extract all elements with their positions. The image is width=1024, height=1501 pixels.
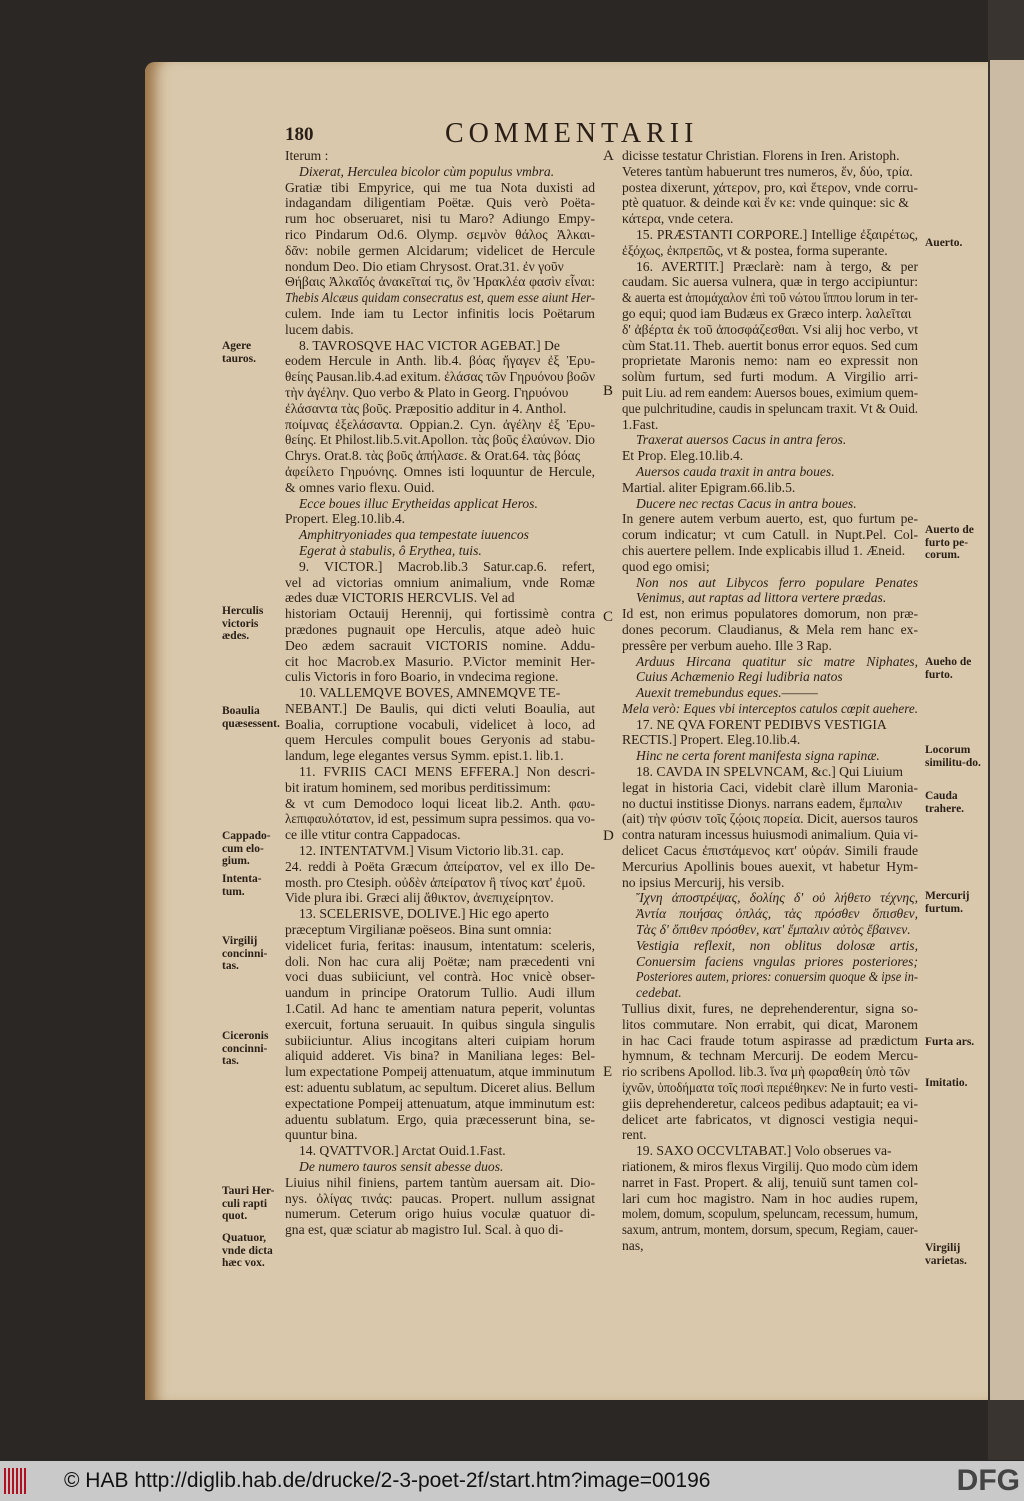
text-line: go equi; quod iam Budæus ex Græco interp. λαλεῖται	[622, 305, 912, 321]
text-line: & omnes vario flexu. Ouid.	[285, 479, 435, 495]
text-line: Auersos cauda traxit in antra boues.	[636, 463, 835, 479]
text-line: Egerat à stabulis, ô Erythea, tuis.	[299, 542, 482, 558]
text-line: landum, lege elegantes versus Symm. epist.1. lib.1.	[285, 748, 564, 764]
text-line: Et Prop. Eleg.10.lib.4.	[622, 448, 744, 464]
text-line: 16. AVERTIT.] Præclarè: nam à tergo, & per	[636, 258, 918, 274]
text-line: puit Liu. ad rem eandem: Auersos boues, eximium quem-	[622, 384, 918, 400]
text-line: que pulchritudine, caudis in speluncam traxit. Vt & Ouid.	[622, 400, 918, 416]
text-line: lum expectatione Pompeij attenuatum, atque imminutum	[285, 1064, 595, 1080]
text-line: rio scribens Apollod. lib.3. ἵνα μὴ φωραθείη ὑπὸ τῶν	[622, 1064, 910, 1080]
text-line: bit iratum hominem, sed moribus perditissimum:	[285, 779, 551, 795]
text-line: Boalia, corruptione vocabuli, videlicet à loco, ad	[285, 716, 595, 732]
text-line: no ipsius Mercurij, his versib.	[622, 874, 785, 890]
footer-copyright-link[interactable]: © HAB http://diglib.hab.de/drucke/2-3-poet-2f/start.htm?image=00196	[64, 1469, 711, 1492]
text-line: 10. VALLEMQVE BOVES, AMNEMQVE TE-	[299, 685, 561, 701]
text-line: delicet arte fabricatos, vt dignosci vestigia nequi-	[622, 1111, 918, 1127]
left-margin-note: Intenta-tum.	[222, 873, 262, 898]
text-line: 14. QVATTVOR.] Arctat Ouid.1.Fast.	[299, 1143, 506, 1159]
text-line: chis auertere pellem. Inde explicabis illud 1. Æneid.	[622, 542, 906, 558]
right-margin-note: Virgilij varietas.	[925, 1242, 967, 1267]
text-line: rico Pindarum Od.6. Olymp. σεμνὸν θάλος Ἀλκαι-	[285, 226, 595, 242]
text-line: rum hoc obseruaret, nisi tu Maro? Adiungo Empy-	[285, 211, 595, 227]
text-line: κάτερα, vnde cetera.	[622, 211, 734, 227]
text-line: Iterum :	[285, 148, 329, 163]
text-line: Amphitryoniades qua tempestate iuuencos	[299, 527, 529, 543]
text-line: cit hoc Macrob.ex Masurio. P.Victor meminit Her-	[285, 653, 595, 669]
text-line: Mela verò: Eques vbi interceptos catulos cœpit auehere.	[622, 700, 918, 716]
text-line: caudam. Sic auersa vulnera, quæ in tergo accipiuntur:	[622, 274, 918, 290]
text-line: litos commutare. Non errabit, qui dicat, Maronem	[622, 1016, 918, 1032]
text-line: quem Hercules compulit boues Geryonis ad stabu-	[285, 732, 595, 748]
text-line: Traxerat auersos Cacus in antra feros.	[636, 432, 847, 448]
left-margin-note: Herculis victoris ædes.	[222, 605, 264, 642]
text-line: indagandam diligentiam Poëtæ. Quis verò Poëta-	[285, 195, 595, 211]
text-line: 11. FVRIIS CACI MENS EFFERA.] Non descri-	[299, 764, 595, 780]
section-letter: B	[603, 383, 614, 399]
text-line: Thebis Alcæus quidam consecratus est, quem esse aiunt Her-	[285, 290, 595, 306]
left-margin-note: Agere tauros.	[222, 340, 256, 365]
section-letter: E	[603, 1064, 613, 1080]
text-line: Venimus, aut raptas ad littora vertere prædas.	[636, 590, 887, 606]
text-line: Τὰς δ' ὄπιθεν πρόσθεν, κατ' ἔμπαλιν αὐτὸς ἔβαινεν.	[636, 922, 911, 938]
text-line: 19. SAXO OCCVLTABAT.] Volo obserues va-	[636, 1143, 892, 1159]
left-margin-note: Ciceronis concinni-tas.	[222, 1030, 269, 1067]
text-line: Ecce boues illuc Erytheidas applicat Heros.	[299, 495, 538, 511]
text-line: quod ego omisi;	[622, 558, 710, 574]
next-page-edge	[990, 60, 1024, 1400]
left-margin-note: Boaulia quæsessent.	[222, 705, 280, 730]
text-line: ἰχνῶν, ὑποδήματα τοῖς ποσὶ περιέθηκεν: Ne in furto vesti-	[622, 1080, 918, 1096]
text-line: culis Victoris in foro Boario, in vndecima regione.	[285, 669, 559, 685]
right-margin-note: Furta ars.	[925, 1036, 975, 1048]
text-line: rent.	[622, 1127, 647, 1143]
text-line: Id est, non erimus populatores domorum, non præ-	[622, 606, 918, 622]
text-line: contra naturam incessus huiusmodi animalium. Quia vi-	[622, 827, 918, 843]
text-line: prædones pugnauit ope Herculis, atque adeò huic	[285, 621, 595, 637]
text-line: 15. PRÆSTANTI CORPORE.] Intellige ἐξαιρέτως,	[636, 226, 918, 242]
text-line: 12. INTENTATVM.] Visum Victorio lib.31. cap.	[299, 843, 564, 859]
text-line: Cuius Achæmenio Regi ludibria natos	[636, 669, 843, 685]
text-line: & vt cum Demodoco loqui liceat lib.2. Anth. φαυ-	[285, 795, 595, 811]
text-line: pressêre per verbum aueho. Ille 3 Rap.	[622, 637, 832, 653]
right-margin-note: Aueho de furto.	[925, 656, 972, 681]
text-line: ce ille vtitur contra Cappadocas.	[285, 827, 461, 843]
text-line: videlicet furia, feritas: inausum, intentatum: sceleris,	[285, 937, 595, 953]
text-line: δ' ἀβέρτα ἐκ τοῦ ἀποσφάζεσθαι. Vsi alij hoc verbo, vt	[622, 321, 918, 337]
text-line: giis deprehenderetur, calceos pedibus adaptauit; ea vi-	[622, 1095, 918, 1111]
left-margin-note: Quatuor, vnde dicta hæc vox.	[222, 1232, 273, 1269]
section-letter: C	[603, 609, 614, 625]
text-line: lucem dabis.	[285, 321, 354, 337]
text-line: Dixerat, Herculea bicolor cùm populus vmbra.	[299, 163, 555, 179]
text-line: Conuersim faciens vngulas priores posteriores;	[636, 953, 918, 969]
right-margin-note: Auerto.	[925, 237, 963, 249]
text-line: proprietate Maronis nemo: nam eo expressit non	[622, 353, 918, 369]
text-line: exercuit, fortuna seruauit. In quibus singula singulis	[285, 1016, 595, 1032]
text-line: legat in historia Caci, videbit clarè illum Maronia-	[622, 779, 918, 795]
text-line: culem. Inde iam tu Lector infinitis locis Poëtarum	[285, 305, 595, 321]
text-line: Arduus Hircana quatitur sic matre Niphates,	[636, 653, 918, 669]
text-line: Θήβαις Ἀλκαῖός ἀνακεῖταί τις, ὃν Ἡρακλέα φασὶν εἶναι:	[285, 274, 595, 290]
text-line: doli. Non hac cura alij Poëtæ; nam præcedenti vni	[285, 953, 595, 969]
hab-logo-icon	[4, 1468, 26, 1494]
text-line: 9. VICTOR.] Macrob.lib.3 Satur.cap.6. refert,	[299, 558, 595, 574]
text-line: expectatione Pompeij attenuatum, atque imminutum est:	[285, 1095, 595, 1111]
text-line: numerum. Ceterum origo huius voculæ quatuor di-	[285, 1206, 595, 1222]
text-line: uandum in principe Oratorum Tullio. Audi illum	[285, 985, 595, 1001]
text-line: RECTIS.] Propert. Eleg.10.lib.4.	[622, 732, 801, 748]
text-line: lari cum hoc magistro. Nam in hoc audies rupem,	[622, 1190, 918, 1206]
text-line: quuntur bina.	[285, 1127, 358, 1143]
text-line: 17. NE QVA FORENT PEDIBVS VESTIGIA	[636, 716, 887, 732]
right-margin-note: Locorum similitu-do.	[925, 744, 981, 769]
right-text-column	[622, 148, 918, 1254]
text-line: Propert. Eleg.10.lib.4.	[285, 511, 406, 527]
text-line: vel ad victorias omnium animalium, vnde Romæ	[285, 574, 595, 590]
text-line: & auerta est ἀπομάχαλον ἐπὶ τοῦ νώτου ἵππου lorum in ter-	[622, 290, 918, 306]
text-line: narret in Fast. Propert. & alij, tenuiŭ sunt tamen col-	[622, 1174, 918, 1190]
right-margin-note: Imitatio.	[925, 1077, 968, 1089]
text-line: (ait) τὴν φύσιν τοῖς ζῴοις πορεία. Dicit, auersos tauros	[622, 811, 918, 827]
left-text-column	[285, 148, 595, 1238]
text-line: nys. ὀλίγας τινάς: paucas. Propert. nullum assignat	[285, 1190, 595, 1206]
text-line: τὴν ἀγέλην. Quo verbo & Plato in Georg. Γηρυόνου	[285, 384, 569, 400]
text-line: gna est, quæ sciatur ab magistro Iul. Scal. à quo di-	[285, 1222, 564, 1238]
text-line: cùm Stat.11. Theb. auertit bonus error equos. Sed cum	[622, 337, 918, 353]
text-line: saxum, antrum, montem, dorsum, specum, Regiam, cauer-	[622, 1222, 918, 1238]
text-line: ptè quatuor. & deinde καὶ ἕν κε: vnde quinque: sic &	[622, 195, 909, 211]
text-line: postea dixerunt, χάτερον, pro, καὶ ἕτερον, vnde corru-	[622, 179, 918, 195]
text-line: Vestigia reflexit, non oblitus dolosæ artis,	[636, 937, 918, 953]
page-number: 180	[285, 124, 314, 145]
section-letter: A	[603, 148, 614, 164]
text-line: cedebat.	[636, 985, 682, 1001]
right-margin-note: Mercurij furtum.	[925, 890, 970, 915]
text-line: no ductui institisse Dionys. narrans eadem, ἔμπαλιν	[622, 795, 903, 811]
text-line: θείης Pausan.lib.4.ad exitum. ἐλάσας τῶν Γηρυόνου βοῶν	[285, 369, 595, 385]
text-line: mosth. pro Ctesiph. οὐδὲν ἀπείρατον ἢ τίνος κατ' ἐμοῦ.	[285, 874, 586, 890]
text-line: Auexit tremebundus eques.———	[636, 685, 818, 701]
text-line: est: aduentu sublatum, ac sepultum. Diceret alius. Bellum	[285, 1080, 595, 1096]
text-line: dicisse testatur Christian. Florens in Iren. Aristoph.	[622, 148, 900, 163]
footer-bar	[0, 1461, 1024, 1501]
text-line: Tullius dixit, fures, ne deprehenderentur, signa so-	[622, 1001, 918, 1017]
text-line: riationem, & miros flexus Virgilij. Quo modo cùm idem	[622, 1159, 918, 1174]
text-line: molem, domum, scopulum, speluncam, recessum, humum,	[622, 1206, 918, 1222]
text-line: 8. TAVROSQVE HAC VICTOR AGEBAT.] De	[299, 337, 560, 353]
text-line: præceptum Virgilianæ poëseos. Bina sunt omnia:	[285, 922, 552, 938]
text-line: solùm furtum, sed furti modum. A Virgilio arri-	[622, 369, 918, 385]
text-line: NEBANT.] De Baulis, qui dicti veluti Boaulia, aut	[285, 700, 595, 716]
running-title: COMMENTARII	[445, 118, 699, 149]
right-margin-note: Auerto de furto pe-corum.	[925, 524, 974, 561]
text-line: ποίμνας ἐξελάσαντα. Oppian.2. Cyn. ἀγέλην ἐξ Ἐρυ-	[285, 416, 595, 432]
dfg-logo: DFG	[956, 1464, 1020, 1497]
text-line: Liuius nihil finiens, partem tantùm auersam ait. Dio-	[285, 1174, 595, 1190]
text-line: subiiciuntur. Alius incogitans alteri cuipiam horum	[285, 1032, 595, 1048]
text-line: hymnum, & technam Mercurij. De eodem Mercu-	[622, 1048, 918, 1064]
text-line: Posteriores autem, priores: conuersim quoque & ipse in-	[636, 969, 918, 985]
text-line: Ἴχνη ἀποστρέψας, δολίης δ' οὐ λήθετο τέχνης,	[636, 890, 918, 906]
text-line: 1.Catil. Ad hanc te amentiam natura peperit, voluntas	[285, 1001, 595, 1017]
text-line: Vide plura ibi. Græci alij ἄθικτον, ἀνεπιχείρητον.	[285, 890, 554, 906]
text-line: Martial. aliter Epigram.66.lib.5.	[622, 479, 796, 495]
text-line: nondum Deo. Dio etiam Chrysost. Orat.31. ἐν γοῦν	[285, 258, 564, 274]
text-line: λεπιφαυλότατον, id est, pessimum supra pessimos. qua vo-	[285, 811, 595, 827]
text-line: Hinc ne certa forent manifesta signa rapinæ.	[636, 748, 880, 764]
left-margin-note: Virgilij concinni-tas.	[222, 935, 268, 972]
text-line: Deo ædem sacrauit VICTORIS nomine. Addu-	[285, 637, 595, 653]
text-line: Chrys. Orat.8. τὰς βοῦς ἀπήλασε. & Orat.64. τὰς βόας	[285, 448, 581, 464]
text-line: De numero tauros sensit abesse duos.	[299, 1159, 504, 1174]
text-line: 18. CAVDA IN SPELVNCAM, &c.] Qui Liuium	[636, 764, 903, 780]
text-line: aduentu sublatum. Ergo, quia præcesserunt bina, se-	[285, 1111, 595, 1127]
text-line: voci duas subiiciunt, vel contrà. Hoc vnicè obser-	[285, 969, 595, 985]
text-line: Ducere nec rectas Cacus in antra boues.	[636, 495, 857, 511]
text-line: eodem Hercule in Anth. lib.4. βόας ἤγαγεν ἐξ Ἐρυ-	[285, 353, 595, 369]
text-line: δᾶν: nobile germen Alcidarum; videlicet de Hercule	[285, 242, 595, 258]
text-line: Veteres tantùm habuerunt tres numeros, ἕν, δύο, τρία.	[622, 163, 913, 179]
section-letter: D	[603, 828, 614, 844]
text-line: ἐξόχως, ἐκπρεπῶς, vt & postea, forma superante.	[622, 242, 888, 258]
text-line: ἀφείλετο Γηρυόνης. Omnes isti loquuntur de Hercule,	[285, 463, 595, 479]
text-line: aliquid adderet. Vis bina? in Maniliana leges: Bel-	[285, 1048, 595, 1064]
text-line: 13. SCELERISVE, DOLIVE.] Hic ego aperto	[299, 906, 549, 922]
text-line: 1.Fast.	[622, 416, 659, 432]
text-line: Ἀντία ποιήσας ὁπλάς, τὰς πρόσθεν ὄπισθεν,	[636, 906, 918, 922]
text-line: ædes duæ VICTORIS HERCVLIS. Vel ad	[285, 590, 515, 606]
text-line: In genere autem verbum auerto, est, quo furtum pe-	[622, 511, 918, 527]
text-line: historiam Octauij Herennij, qui fortissimè contra	[285, 606, 595, 622]
text-line: Mercurius Apollinis boues auexit, vt habetur Hym-	[622, 858, 918, 874]
text-line: corum indicatur; vt cum Catull. in Nupt.Pel. Col-	[622, 527, 918, 543]
text-line: 24. reddi à Poëta Græcum ἀπείρατον, vel ex illo De-	[285, 858, 595, 874]
text-line: ἐλάσαντα τὰς βοῦς. Præpositio additur in 4. Anthol.	[285, 400, 567, 416]
text-line: dones pecorum. Claudianus, & Mela rem hanc ex-	[622, 621, 918, 637]
text-line: delicet Cacus ἐπιστάμενος κατ' οὐράν. Simili fraude	[622, 843, 918, 859]
right-margin-note: Cauda trahere.	[925, 790, 965, 815]
text-line: Gratiæ tibi Empyrice, qui me tua Nota duxisti ad	[285, 179, 595, 195]
text-line: Non nos aut Libycos ferro populare Penates	[636, 574, 918, 590]
text-line: θείης. Et Philost.lib.5.vit.Apollon. τὰς βοῦς ἐλαύνων. Dio	[285, 432, 595, 448]
text-line: in hac Caci fraude totum aspirasse ad prædictum	[622, 1032, 918, 1048]
text-line: nas,	[622, 1237, 644, 1253]
left-margin-note: Cappado-cum elo-gium.	[222, 830, 271, 867]
left-margin-note: Tauri Her-culi rapti quot.	[222, 1185, 275, 1222]
